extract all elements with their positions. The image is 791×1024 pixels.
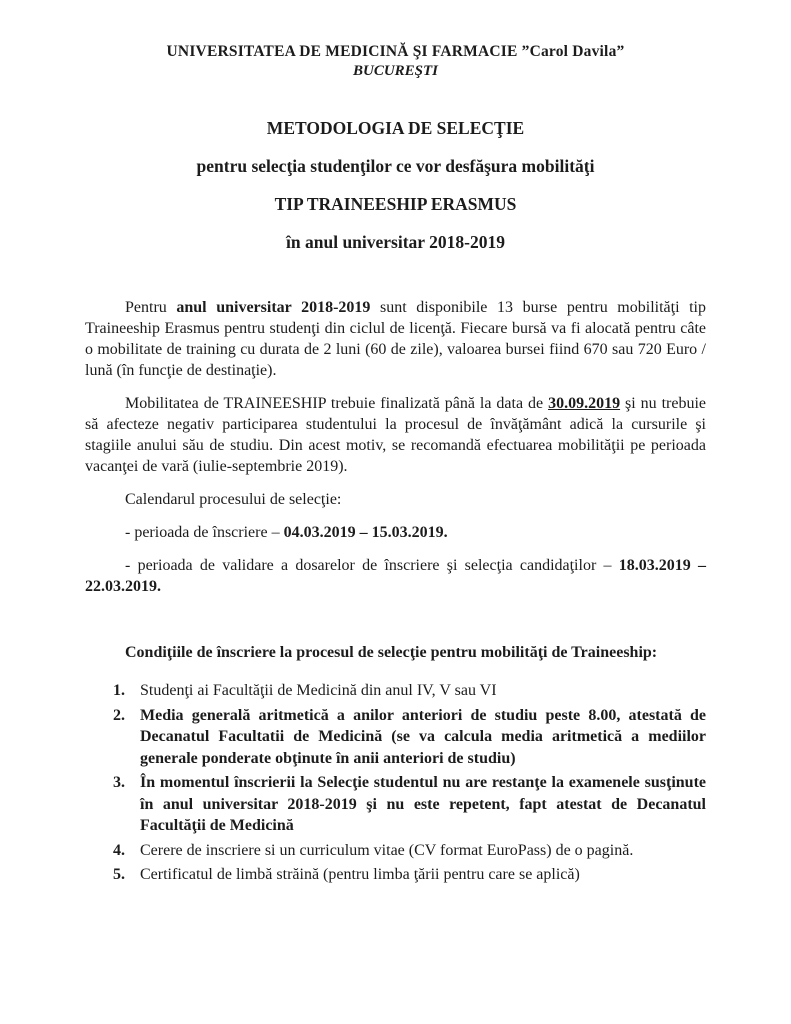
title-line-2: pentru selecţia studenţilor ce vor desfăşura mobilităţi bbox=[196, 156, 595, 176]
title-line-1: METODOLOGIA DE SELECŢIE bbox=[266, 118, 525, 138]
item-text: Media generală aritmetică a anilor anteriori de studiu peste 8.00, atestată de Decanatul Facultatii de Medicină (se va calcula media aritmetică a mediilor generale ponderate obţinute în anii anteriori de studiu) bbox=[140, 706, 706, 767]
item-text: În momentul înscrierii la Selecţie studentul nu are restanţe la examenele susţinute în anul universitar 2018-2019 şi nu este repetent, fapt atestat de Decanatul Facultăţii de Medicină bbox=[140, 774, 706, 834]
intro-rest: sunt disponibile 13 burse pentru mobilităţi tip Traineeship Erasmus pentru studenţi din ciclul de licenţă. Fiecare bursă va fi alocată pentru câte o mobilitate de training cu durata de 2 luni (60 de zile), valoarea bursei fiind 670 sau 720 Euro / lună (în funcţie de destinaţie). bbox=[85, 299, 707, 379]
enrollment-dates: 04.03.2019 – 15.03.2019. bbox=[283, 524, 448, 541]
deadline-lead: Mobilitatea de TRAINEESHIP trebuie finalizată până la data de bbox=[125, 395, 549, 412]
list-item bbox=[85, 840, 706, 862]
item-text: Certificatul de limbă străină (pentru limba ţării pentru care se aplică) bbox=[140, 866, 580, 883]
calendar-validation-period bbox=[85, 555, 706, 597]
item-number: 4. bbox=[113, 841, 125, 859]
city-name: BUCUREŞTI bbox=[352, 63, 439, 79]
list-item bbox=[85, 772, 706, 837]
title-line-3: TIP TRAINEESHIP ERASMUS bbox=[274, 194, 517, 214]
conditions-heading: Condiţiile de înscriere la procesul de selecţie pentru mobilităţi de Traineeship: bbox=[125, 644, 658, 661]
validation-dates: 18.03.2019 – 22.03.2019. bbox=[85, 557, 707, 595]
validation-label: - perioada de validare a dosarelor de înscriere şi selecţia candidaţilor – bbox=[125, 557, 619, 574]
intro-paragraph bbox=[85, 297, 706, 381]
deadline-paragraph bbox=[85, 393, 706, 477]
item-number: 1. bbox=[113, 682, 125, 699]
list-item bbox=[85, 680, 706, 702]
list-item bbox=[85, 705, 706, 770]
enrollment-label: - perioada de înscriere – bbox=[125, 524, 284, 541]
intro-bold-phrase: anul universitar 2018-2019 bbox=[176, 299, 371, 316]
item-text: Cerere de inscriere si un curriculum vitae (CV format EuroPass) de o pagină. bbox=[140, 841, 634, 859]
calendar-heading: Calendarul procesului de selecţie: bbox=[125, 491, 342, 508]
calendar-enrollment-period bbox=[85, 522, 706, 543]
item-number: 2. bbox=[113, 706, 125, 724]
document-title bbox=[85, 119, 706, 251]
deadline-rest: şi nu trebuie să afecteze negativ participarea studentului la procesul de învăţământ adică la cursurile şi stagiile anului său de studiu. Din acest motiv, se recomandă efectuarea mobilităţii pe perioada vacanţei de vară (iulie-septembrie 2019). bbox=[85, 395, 707, 475]
title-line-4: în anul universitar 2018-2019 bbox=[286, 232, 505, 252]
list-item bbox=[85, 864, 706, 886]
document-header bbox=[85, 42, 706, 81]
conditions-list bbox=[85, 680, 706, 886]
deadline-date: 30.09.2019 bbox=[548, 395, 621, 412]
university-name: UNIVERSITATEA DE MEDICINĂ ŞI FARMACIE ”Carol Davila” bbox=[166, 43, 625, 60]
item-number: 3. bbox=[113, 774, 125, 791]
intro-lead: Pentru bbox=[125, 299, 177, 316]
item-number: 5. bbox=[113, 866, 125, 883]
item-text: Studenţi ai Facultăţii de Medicină din anul IV, V sau VI bbox=[140, 682, 497, 699]
